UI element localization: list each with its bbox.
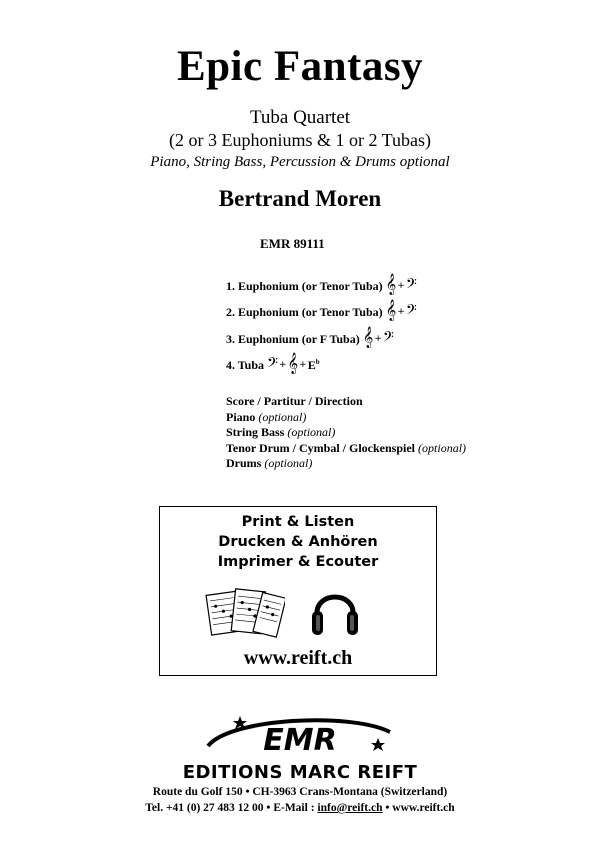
plus-sign: + bbox=[278, 360, 287, 370]
plus-sign: + bbox=[397, 281, 405, 291]
plus-sign: + bbox=[374, 334, 382, 344]
promo-line-english: Print & Listen bbox=[241, 514, 355, 530]
bass-clef-icon: 𝄢 bbox=[405, 301, 417, 322]
logo-text: EMR bbox=[263, 723, 337, 758]
treble-clef-icon: 𝄞 bbox=[385, 273, 397, 295]
list-item: Piano (optional) bbox=[226, 409, 307, 424]
clef-group bbox=[362, 326, 394, 349]
clef-group bbox=[385, 273, 417, 296]
additional-parts-list bbox=[226, 394, 466, 472]
print-listen-box bbox=[159, 506, 437, 676]
clef-group bbox=[385, 299, 417, 322]
list-item: String Bass (optional) bbox=[226, 425, 336, 439]
optional-instruments-line: Piano, String Bass, Percussion & Drums optional bbox=[150, 154, 450, 170]
composer-name: Bertrand Moren bbox=[218, 186, 382, 211]
instrumentation-line: (2 or 3 Euphoniums & 1 or 2 Tubas) bbox=[168, 130, 431, 150]
bass-clef-icon: 𝄢 bbox=[405, 275, 417, 296]
part-item bbox=[226, 273, 417, 296]
emr-logo bbox=[200, 712, 400, 762]
promo-line-french: Imprimer & Ecouter bbox=[217, 554, 379, 570]
part-label: 4. Tuba bbox=[226, 357, 265, 372]
list-item: Drums (optional) bbox=[226, 456, 313, 470]
treble-clef-icon: 𝄞 bbox=[287, 352, 299, 374]
publisher-address: Route du Golf 150 • CH-3963 Crans-Montana (Switzerland) bbox=[152, 786, 448, 798]
plus-sign: + bbox=[397, 307, 405, 317]
treble-clef-icon: 𝄞 bbox=[385, 299, 397, 321]
catalog-number: EMR 89111 bbox=[260, 236, 325, 251]
sheet-music-icon bbox=[205, 585, 285, 643]
list-item: Score / Partitur / Direction bbox=[226, 394, 363, 408]
e-flat-label: $E^b$ bbox=[307, 357, 320, 372]
promo-website-link[interactable]: www.reift.ch bbox=[243, 647, 353, 669]
bass-clef-icon: 𝄢 bbox=[267, 354, 278, 375]
clef-group bbox=[267, 352, 320, 375]
plus-sign: + bbox=[299, 360, 307, 370]
promo-line-german: Drucken & Anhören bbox=[218, 534, 378, 550]
part-label: 2. Euphonium (or Tenor Tuba) bbox=[226, 304, 383, 319]
part-label: 3. Euphonium (or F Tuba) bbox=[226, 331, 360, 346]
list-item: Tenor Drum / Cymbal / Glockenspiel (optional) bbox=[226, 440, 467, 455]
ensemble-subtitle: Tuba Quartet bbox=[249, 107, 351, 128]
part-item bbox=[226, 352, 320, 375]
publisher-contact: Tel. +41 (0) 27 483 12 00 • E-Mail : info@reift.ch • www.reift.ch bbox=[145, 802, 455, 814]
piece-title: Epic Fantasy bbox=[176, 43, 424, 90]
bass-clef-icon: 𝄢 bbox=[382, 328, 394, 349]
publisher-name: EDITIONS MARC REIFT bbox=[182, 762, 418, 783]
part-item bbox=[226, 326, 394, 349]
treble-clef-icon: 𝄞 bbox=[362, 326, 374, 348]
part-label: 1. Euphonium (or Tenor Tuba) bbox=[226, 278, 383, 293]
part-item bbox=[226, 299, 417, 322]
email-link[interactable]: info@reift.ch bbox=[317, 802, 383, 814]
headphones-icon bbox=[310, 581, 360, 643]
